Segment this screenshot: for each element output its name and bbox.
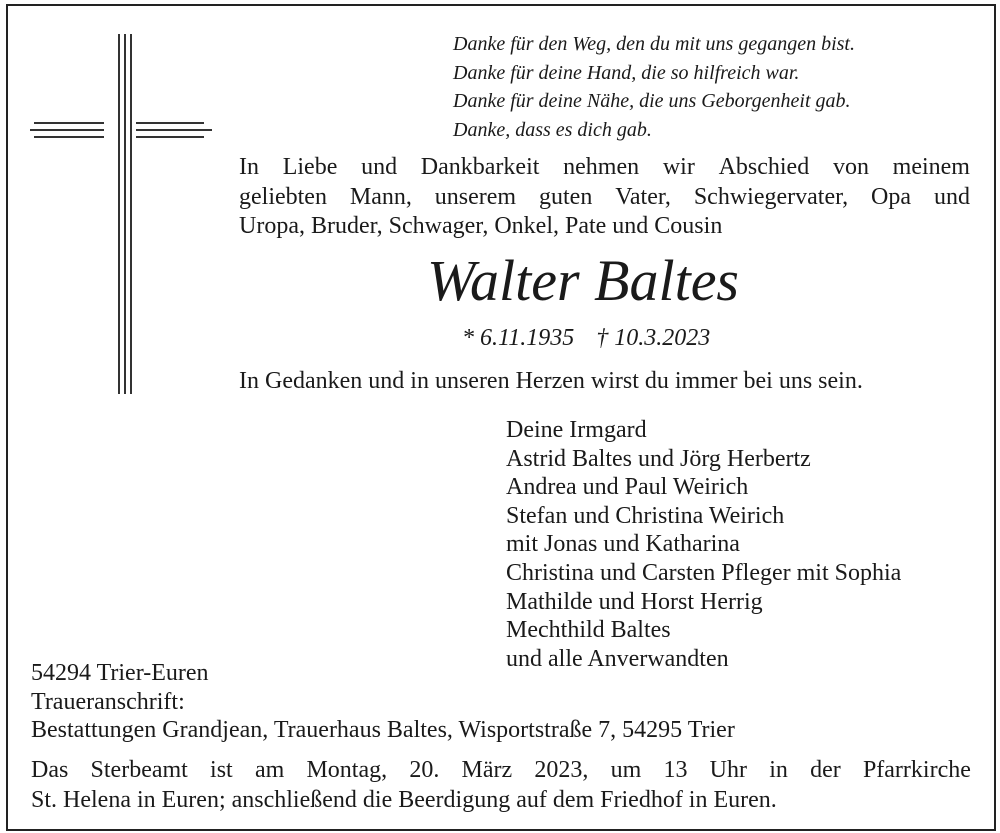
mourner: Andrea und Paul Weirich — [506, 474, 749, 501]
service-word: am — [254, 757, 285, 783]
service-word: um — [610, 757, 642, 783]
address-line: Bestattungen Grandjean, Trauerhaus Baltes, Wisportstraße 7, 54295 Trier — [31, 717, 735, 743]
mourner: Astrid Baltes und Jörg Herbertz — [506, 445, 811, 472]
poem-line: Danke für deine Nähe, die uns Geborgenheit gab. — [453, 90, 851, 112]
intro-word: guten — [539, 183, 593, 210]
death-date: † 10.3.2023 — [596, 325, 711, 351]
intro-word: unserem — [434, 183, 517, 210]
poem-line: Danke für den Weg, den du mit uns gegangen bist. — [453, 33, 855, 55]
mourners-list — [506, 416, 901, 673]
intro-word: In — [239, 154, 259, 180]
service-word: in — [769, 757, 788, 783]
intro-word: von — [832, 154, 869, 180]
intro-word: wir — [662, 154, 695, 180]
mourner: Mechthild Baltes — [506, 617, 671, 644]
intro-line-3: Uropa, Bruder, Schwager, Onkel, Pate und Cousin — [239, 213, 723, 239]
service-word: Pfarrkirche — [862, 757, 971, 783]
mourner: Deine Irmgard — [506, 417, 647, 443]
mourning-address — [31, 659, 735, 745]
intro-word: Abschied — [718, 154, 810, 180]
intro-word: Liebe — [282, 154, 338, 180]
service-word: Uhr — [709, 757, 747, 783]
intro-word: und — [361, 154, 398, 180]
service-line-1 — [31, 756, 971, 786]
intro-word: geliebten — [239, 183, 327, 210]
poem-line: Danke für deine Hand, die so hilfreich war. — [453, 61, 800, 84]
birth-date: * 6.11.1935 — [462, 325, 575, 351]
intro-word: Vater, — [615, 183, 671, 210]
service-line-2: St. Helena in Euren; anschließend die Beerdigung auf dem Friedhof in Euren. — [31, 786, 777, 813]
service-word: ist — [210, 757, 233, 783]
intro-word: Opa — [871, 183, 912, 210]
mourner: Christina und Carsten Pfleger mit Sophia — [506, 559, 902, 586]
service-word: der — [810, 757, 841, 783]
mourner: Stefan und Christina Weirich — [506, 502, 785, 529]
intro-word: Mann, — [349, 183, 412, 210]
poem-line: Danke, dass es dich gab. — [453, 118, 652, 141]
life-dates — [462, 321, 710, 355]
address-city: 54294 Trier-Euren — [31, 660, 209, 686]
cross-icon — [30, 34, 212, 394]
mourner: Mathilde und Horst Herrig — [506, 588, 763, 615]
service-word: 13 — [663, 757, 688, 783]
service-word: Sterbeamt — [90, 757, 188, 783]
intro-word: Dankbarkeit — [420, 154, 540, 180]
remembrance-line: In Gedanken und in unseren Herzen wirst du immer bei uns sein. — [239, 368, 863, 394]
service-word: Das — [31, 757, 69, 783]
service-info — [31, 756, 971, 815]
poem — [453, 30, 983, 144]
service-word: Montag, — [306, 757, 388, 783]
intro-line-2 — [239, 183, 970, 213]
mourner: mit Jonas und Katharina — [506, 531, 740, 558]
service-word: 20. — [409, 757, 440, 783]
intro-line-1 — [239, 153, 970, 183]
intro-word: Schwiegervater, — [693, 183, 849, 210]
service-word: März — [461, 757, 513, 783]
mourner: und alle Anverwandten — [506, 645, 729, 672]
intro-text — [239, 153, 970, 242]
deceased-name: Walter Baltes — [427, 248, 740, 313]
intro-word: nehmen — [563, 154, 640, 180]
service-word: 2023, — [534, 757, 589, 783]
address-label: Traueranschrift: — [31, 688, 185, 715]
intro-word: meinem — [892, 154, 970, 180]
intro-word: und — [933, 183, 970, 210]
